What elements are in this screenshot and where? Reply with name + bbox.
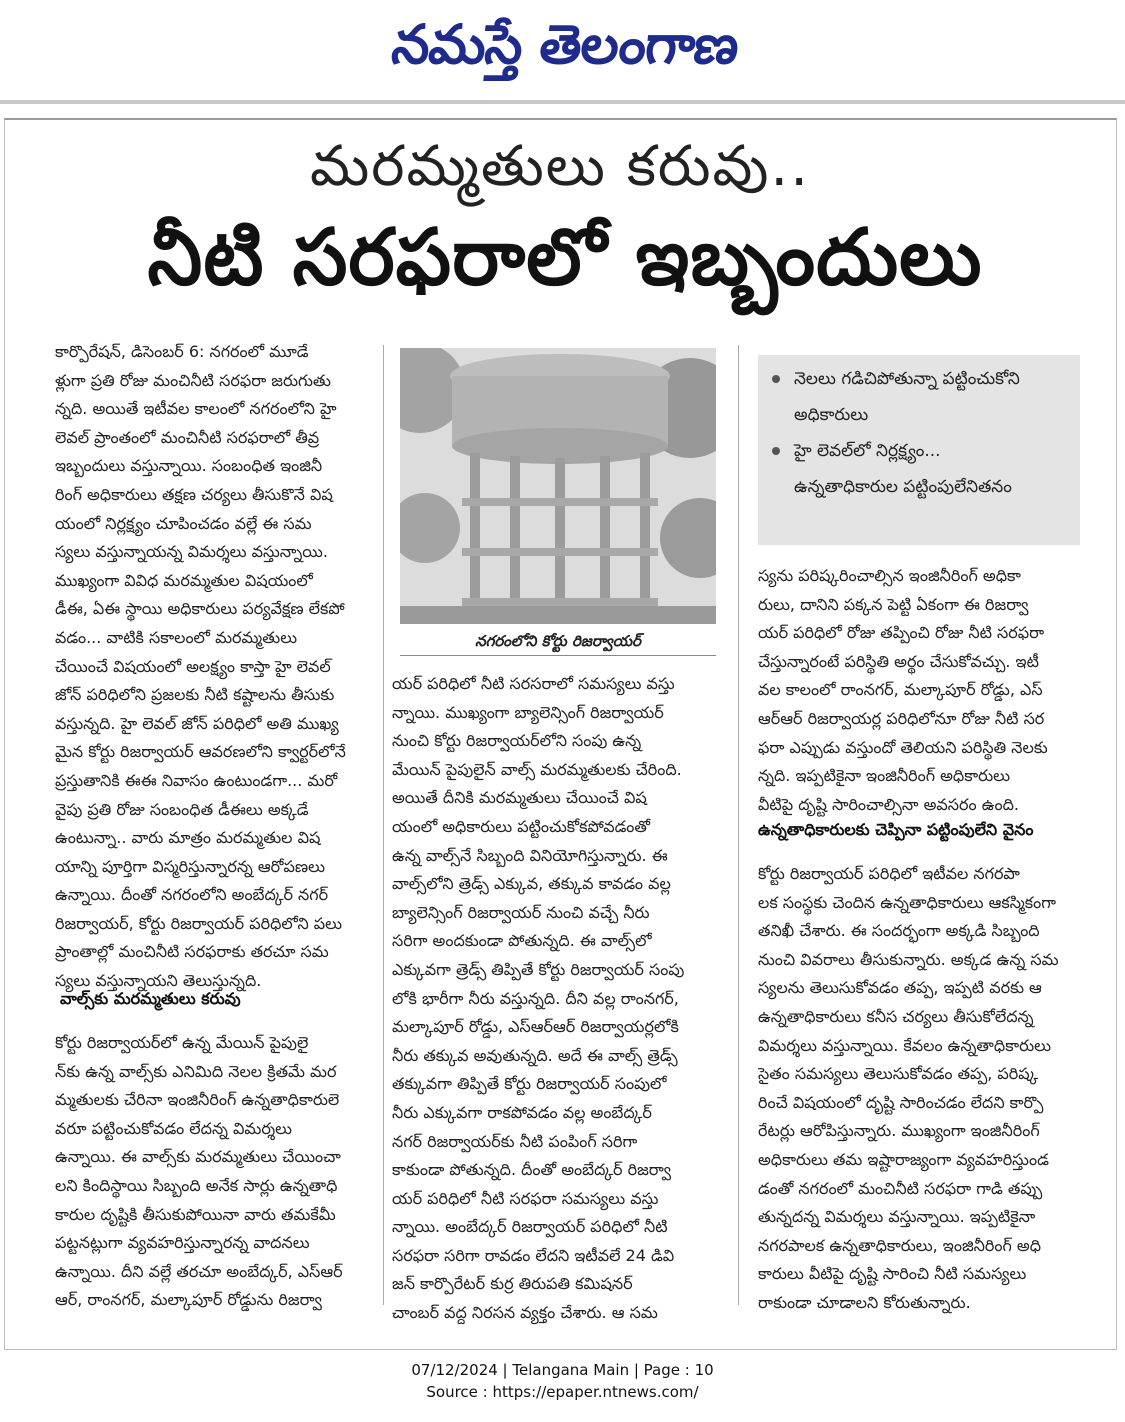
- body-text-line: ఆర్ఆర్ రిజర్వాయర్ల పరిధిలోనూ రోజు నీటి సర: [758, 708, 1045, 728]
- body-text-line: స్యను పరిష్కరించాల్సిన ఇంజినీరింగ్ అధికా: [758, 566, 1021, 585]
- masthead-divider: [0, 100, 1125, 104]
- body-text-line: రేటర్లు ఆరోపిస్తున్నారు. ముఖ్యంగా ఇంజినీరింగ్: [758, 1121, 1040, 1141]
- body-text-line: వీటిపై దృష్టి సారించాల్సినా అవసరం ఉంది.: [758, 794, 1019, 814]
- bullet-icon: [772, 375, 780, 383]
- body-text-line: మైన కోర్టు రిజర్వాయర్ ఆవరణలోని క్వార్టర్‌లోనే: [55, 742, 346, 762]
- body-text-line: ఉన్నతాధికారులు కనీస చర్యలు తీసుకోలేదన్న: [758, 1006, 1034, 1026]
- body-text-line: వల కాలంలో రాంనగర్, మల్కాపూర్ రోడ్డు, ఎస్: [758, 680, 1043, 700]
- body-text-line: జోన్ పరిధిలోని ప్రజలకు నీటి కష్టాలను తీసుకు: [55, 685, 335, 705]
- body-text-line: అధికారులు తమ ఇష్టారాజ్యంగా వ్యవహరిస్తుండ: [758, 1149, 1049, 1169]
- body-text-line: కోర్టు రిజర్వాయర్ పరిధిలో ఇటీవల నగరపా: [758, 864, 1020, 883]
- body-text-line: చేయించే విషయంలో అలక్ష్యం కాస్తా హై లెవల్: [55, 656, 331, 676]
- masthead: [0, 0, 1125, 100]
- body-text-line: రిజర్వాయర్, కోర్టు రిజర్వాయర్ పరిధిలోని పలు: [55, 913, 343, 933]
- body-text-line: కోర్టు రిజర్వాయర్‌లో ఉన్న మేయిన్ పైపులై: [55, 1033, 309, 1052]
- body-text-line: లక సంస్థకు చెందిన ఉన్నతాధికారులు ఆకస్మికంగా: [758, 892, 1056, 912]
- column-divider-2: [738, 345, 739, 1305]
- body-text-line: లెవల్ ప్రాంతంలో మంచినీటి సరఫరాలో తీవ్ర: [55, 427, 320, 447]
- subhead-officials: ఉన్నతాధికారులకు చెప్పినా పట్టింపులేని వైనం: [758, 820, 1034, 839]
- body-text-line: డీఈ, ఏఈ స్థాయి అధికారులు పర్యవేక్షణ లేకపో: [55, 599, 345, 619]
- column-1-body: [55, 338, 375, 996]
- highlight-text: హై లెవల్‌లో నిర్లక్ష్యం... ఉన్నతాధికారుల పట్టింపులేనితనం: [794, 441, 1012, 497]
- body-text-line: విమర్శలు వస్తున్నాయి. కేవలం ఉన్నతాధికారులు: [758, 1035, 1051, 1055]
- body-text-line: రింగ్ అధికారులు తక్షణ చర్యలు తీసుకొనే విష: [55, 484, 333, 504]
- page-footer: [0, 1355, 1125, 1415]
- body-text-line: కాకుండా పోతున్నది. దీంతో అంబేద్కర్ రిజర్వా: [392, 1160, 672, 1180]
- footer-edition-info: 07/12/2024 | Telangana Main | Page : 10: [411, 1361, 714, 1379]
- body-text-line: చాంబర్ వద్ద నిరసన వ్యక్తం చేశారు. ఆ సమ: [392, 1303, 658, 1323]
- subhead-valves: వాల్స్‌కు మరమ్మతులు కరువు: [60, 989, 241, 1008]
- body-text-line: ముఖ్యంగా వివిధ మరమ్మతుల విషయంలో: [55, 570, 313, 590]
- body-text-line: సరఫరా సరిగా రావడం లేదని ఇటీవలే 24 డివి: [392, 1245, 675, 1265]
- column-1-body-continued: [55, 1029, 375, 1315]
- body-text-line: నుంచి వివరాలు తీసుకున్నారు. అక్కడ ఉన్న సమ: [758, 949, 1059, 969]
- body-text-line: బ్యాలెన్సింగ్ రిజర్వాయర్ నుంచి వచ్చే నీరు: [392, 902, 650, 922]
- body-text-line: తక్కువగా తిప్పితే కోర్టు రిజర్వాయర్ సంపులో: [392, 1074, 667, 1094]
- highlight-item: [772, 433, 1072, 505]
- body-text-line: పట్టనట్లుగా వ్యవహరిస్తున్నారన్న వాదనలు: [55, 1233, 310, 1253]
- body-text-line: ఆర్, రాంనగర్, మల్కాపూర్ రోడ్డును రిజర్వా: [55, 1290, 322, 1310]
- column-2-body: [392, 670, 720, 1328]
- column-3-body-continued: [758, 860, 1088, 1318]
- highlight-text: నెలలు గడిచిపోతున్నా పట్టించుకోని అధికారులు: [794, 369, 1020, 425]
- body-text-line: జన్ కార్పొరేటర్ కుర్ర తిరుపతి కమిషనర్: [392, 1274, 633, 1294]
- body-text-line: న్నది. అయితే ఇటీవల కాలంలో నగరంలోని హై: [55, 399, 337, 419]
- body-text-line: యర్ పరిధిలో రోజు తప్పించి రోజు నీటి సరఫరా: [758, 623, 1045, 643]
- body-text-line: స్యలు వస్తున్నాయన్న విమర్శలు వస్తున్నాయి.: [55, 542, 328, 562]
- body-text-line: మ్మతులకు చేరినా ఇంజినీరింగ్ ఉన్నతాధికారులె: [55, 1090, 340, 1110]
- body-text-line: ఇబ్బందులు వస్తున్నాయి. సంబంధిత ఇంజినీ: [55, 456, 323, 476]
- body-text-line: న్నాయి. అంబేద్కర్ రిజర్వాయర్ పరిధిలో నీటి: [392, 1217, 668, 1237]
- body-text-line: నీరు ఎక్కువగా రాకపోవడం వల్ల అంబేద్కర్: [392, 1102, 652, 1122]
- body-text-line: యర్ పరిధిలో నీటి సరఫరా సమస్యలు వస్తు: [392, 1188, 659, 1208]
- body-text-line: న్నది. ఇప్పటికైనా ఇంజినీరింగ్ అధికారులు: [758, 766, 1011, 786]
- body-text-line: స్యలను తెలుసుకోవడం తప్ప, ఇప్పటి వరకు ఆ: [758, 978, 1042, 998]
- body-text-line: తనిఖీ చేశారు. ఈ సందర్భంగా అక్కడి సిబ్బంది: [758, 921, 1040, 941]
- body-text-line: అయితే దీనికి మరమ్మతులు చేయించే విష: [392, 788, 647, 808]
- body-text-line: మేయిన్ పైపులైన్ వాల్స్ మరమ్మతులకు చేరింది.: [392, 759, 682, 779]
- body-text-line: కారులు వీటిపై దృష్టి సారించి నీటి సమస్యలు: [758, 1264, 1027, 1284]
- footer-source: Source : https://epaper.ntnews.com/: [426, 1383, 699, 1401]
- body-text-line: ప్రస్తుతానికి ఈఈ నివాసం ఉంటుండగా... మరో: [55, 770, 338, 790]
- body-text-line: యర్ పరిధిలో నీటి సరసరాలో సమస్యలు వస్తు: [392, 674, 675, 693]
- body-text-line: ఎక్కువగా త్రెడ్స్ తిప్పితే కోర్టు రిజర్వాయర్ సంపు: [392, 959, 685, 979]
- body-text-line: ఉన్నాయి. ఈ వాల్స్‌కు మరమ్మతులు చేయించా: [55, 1147, 341, 1167]
- body-text-line: చేస్తున్నారంటే పరిస్థితి అర్థం చేసుకోవచ్చు. ఇటీ: [758, 651, 1039, 671]
- body-text-line: ళ్లుగా ప్రతి రోజు మంచినీటి సరఫరా జరుగుతు: [55, 370, 331, 390]
- body-text-line: రులు, దానిని పక్కన పెట్టి ఏకంగా ఈ రిజర్వా: [758, 594, 1029, 614]
- body-text-line: యంలో అధికారులు పట్టించుకోకపోవడంతో: [392, 816, 651, 836]
- highlight-item: [772, 361, 1072, 433]
- body-text-line: ప్రాంతాల్లో మంచినీటి సరఫరాకు తరచూ సమ: [55, 942, 329, 962]
- column-divider-1: [383, 345, 384, 1305]
- body-text-line: స్యలు వస్తున్నాయని తెలుస్తున్నది.: [55, 971, 262, 991]
- body-text-line: వస్తున్నది. హై లెవల్ జోన్ పరిధిలో అతి ముఖ్య: [55, 713, 339, 733]
- body-text-line: రించే విషయంలో దృష్టి సారించడం లేదని కార్పొ: [758, 1092, 1044, 1112]
- body-text-line: న్‌కు ఉన్న వాల్స్‌కు ఎనిమిది నెలల క్రితమే మర: [55, 1061, 337, 1081]
- reservoir-illustration: [400, 348, 716, 624]
- newspaper-logo: నమస్తే తెలంగాణ: [388, 13, 742, 76]
- column-3-body: [758, 562, 1088, 819]
- highlights-box: [758, 355, 1080, 545]
- article-headline: నీటి సరఫరాలో ఇబ్బందులు: [147, 213, 983, 303]
- body-text-line: రాకుండా చూడాలని కోరుతున్నారు.: [758, 1292, 971, 1312]
- body-text-line: యాన్ని పూర్తిగా విస్మరిస్తున్నారన్న ఆరోపణలు: [55, 856, 325, 876]
- body-text-line: ఉన్నాయి. దీంతో నగరంలోని అంబేద్కర్ నగర్: [55, 885, 329, 905]
- body-text-line: వైపు ప్రతి రోజు సంబంధిత డీఈలు అక్కడే: [55, 799, 309, 819]
- body-text-line: ఫరా ఎప్పుడు వస్తుందో తెలియని పరిస్థితి నెలకు: [758, 737, 1048, 757]
- article-kicker: మరమ్మతులు కరువు..: [310, 134, 810, 199]
- body-text-line: తున్నదన్న విమర్శలు వస్తున్నాయి. ఇప్పటికైనా: [758, 1207, 1036, 1227]
- body-text-line: నగరపాలక ఉన్నతాధికారులు, ఇంజినీరింగ్ అధి: [758, 1235, 1041, 1255]
- body-text-line: యంలో నిర్లక్ష్యం చూపించడం వల్లే ఈ సమ: [55, 513, 312, 533]
- body-text-line: కారుల దృష్టికి తీసుకుపోయినా వారు తమకేమీ: [55, 1204, 336, 1224]
- bullet-icon: [772, 447, 780, 455]
- body-text-line: ఉన్న వాల్స్‌నే సిబ్బంది వినియోగిస్తున్నారు. ఈ: [392, 845, 668, 865]
- body-text-line: లని కిందిస్థాయి సిబ్బంది అనేక సార్లు ఉన్నతాధి: [55, 1175, 338, 1195]
- body-text-line: ఉన్నాయి. దీని వల్లే తరచూ అంబేద్కర్, ఎస్ఆర్: [55, 1261, 343, 1281]
- body-text-line: డంతో నగరంలో మంచినీటి సరఫరా గాడి తప్పు: [758, 1178, 1043, 1198]
- body-text-line: సైతం సమస్యలు తెలుసుకోవడం తప్ప, పరిష్క: [758, 1064, 1039, 1084]
- body-text-line: కార్పొరేషన్, డిసెంబర్ 6: నగరంలో మూడే: [55, 342, 309, 361]
- reservoir-photo: [400, 348, 716, 624]
- body-text-line: నగర్ రిజర్వాయర్‌కు నీటి పంపింగ్ సరిగా: [392, 1131, 638, 1151]
- body-text-line: మల్కాపూర్ రోడ్డు, ఎస్ఆర్ఆర్ రిజర్వాయర్లలోకి: [392, 1017, 679, 1037]
- body-text-line: వడం... వాటికి సకాలంలో మరమ్మతులు: [55, 627, 298, 647]
- body-text-line: న్నాయి. ముఖ్యంగా బ్యాలెన్సింగ్ రిజర్వాయర్: [392, 702, 664, 722]
- body-text-line: సరిగా అందకుండా పోతున్నది. ఈ వాల్స్‌లో: [392, 931, 652, 951]
- body-text-line: వరూ పట్టించుకోవడం లేదన్న విమర్శలు: [55, 1118, 292, 1138]
- body-text-line: నీరు తక్కువ అవుతున్నది. అదే ఈ వాల్స్ త్రెడ్స్: [392, 1045, 678, 1065]
- body-text-line: నుంచి కోర్టు రిజర్వాయర్‌లోని సంపు ఉన్న: [392, 731, 642, 751]
- body-text-line: వాల్స్‌లోని త్రెడ్స్ ఎక్కువ, తక్కువ కావడం వల్ల: [392, 874, 671, 894]
- body-text-line: ఉంటున్నా.. వారు మాత్రం మరమ్మతుల విష: [55, 828, 321, 848]
- photo-caption: నగరంలోని కోర్టు రిజర్వాయర్: [400, 626, 716, 656]
- body-text-line: లోకి భారీగా నీరు వస్తున్నది. దీని వల్ల రాంనగర్,: [392, 988, 679, 1008]
